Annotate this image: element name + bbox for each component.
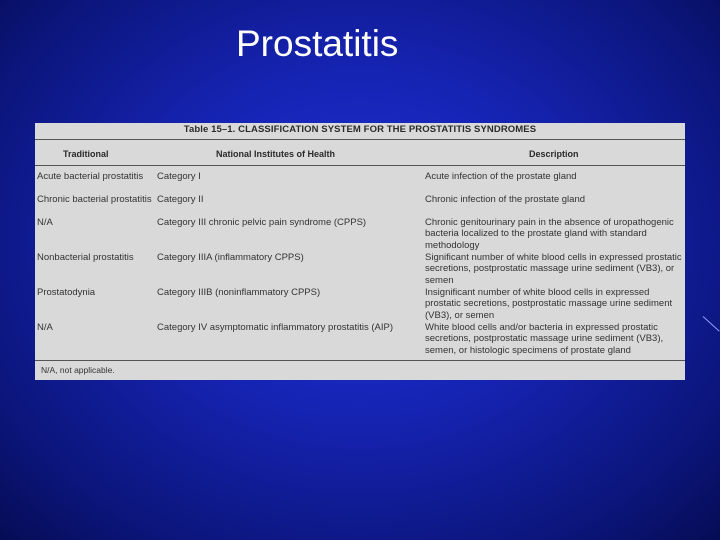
header-nih: National Institutes of Health bbox=[216, 149, 336, 159]
decorative-line bbox=[703, 316, 720, 331]
row-6-traditional: N/A bbox=[37, 322, 53, 333]
row-3-traditional: N/A bbox=[37, 217, 53, 228]
row-5-nih: Category IIIB (noninflammatory CPPS) bbox=[157, 287, 321, 298]
table-bottom-rule bbox=[35, 360, 685, 361]
row-4-description: Significant number of white blood cells in expressed prostatic secretions, postprostatic massage urine sediment (VB3), or semen bbox=[425, 252, 682, 286]
row-5-description: Insignificant number of white blood cells in expressed prostatic secretions, postprostatic massage urine sediment (VB3), or semen bbox=[425, 287, 673, 321]
row-3-description: Chronic genitourinary pain in the absence of uropathogenic bacteria localized to the prostate gland with standard methodology bbox=[425, 217, 674, 251]
slide-title: Prostatitis bbox=[236, 23, 399, 64]
row-6-nih: Category IV asymptomatic inflammatory prostatitis (AIP) bbox=[157, 322, 393, 333]
header-description: Description bbox=[529, 149, 579, 159]
row-5-traditional: Prostatodynia bbox=[37, 287, 96, 298]
row-4-traditional: Nonbacterial prostatitis bbox=[37, 252, 134, 263]
table-footnote: N/A, not applicable. bbox=[41, 365, 115, 375]
row-1-traditional: Acute bacterial prostatitis bbox=[37, 171, 144, 182]
classification-table bbox=[35, 123, 685, 380]
row-4-nih: Category IIIA (inflammatory CPPS) bbox=[157, 252, 304, 263]
row-1-nih: Category I bbox=[157, 171, 201, 182]
table-top-rule bbox=[35, 139, 685, 140]
header-rule bbox=[35, 165, 685, 166]
row-6-description: White blood cells and/or bacteria in expressed prostatic secretions, postprostatic massage urine sediment (VB3), semen, or histologic specimens of prostate gland bbox=[425, 322, 664, 356]
row-1-description: Acute infection of the prostate gland bbox=[425, 171, 577, 182]
row-2-traditional: Chronic bacterial prostatitis bbox=[37, 194, 152, 205]
row-2-description: Chronic infection of the prostate gland bbox=[425, 194, 586, 205]
row-2-nih: Category II bbox=[157, 194, 204, 205]
table-caption: Table 15–1. CLASSIFICATION SYSTEM FOR THE PROSTATITIS SYNDROMES bbox=[183, 124, 537, 135]
row-3-nih: Category III chronic pelvic pain syndrome (CPPS) bbox=[157, 217, 367, 228]
header-traditional: Traditional bbox=[63, 149, 109, 159]
